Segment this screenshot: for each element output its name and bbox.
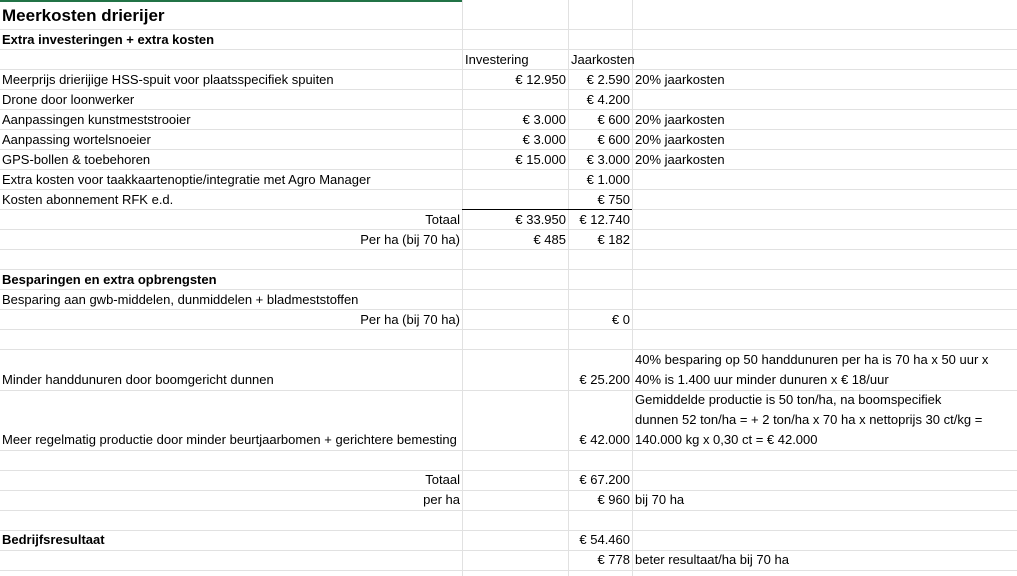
cost-row-investering[interactable]: € 12.950 — [515, 72, 566, 87]
cost-row-note[interactable]: 20% jaarkosten — [635, 112, 725, 127]
row-divider — [0, 510, 1017, 511]
cost-row-jaarkosten[interactable]: € 600 — [597, 112, 630, 127]
handdunuren-label[interactable]: Minder handdunuren door boomgericht dunnen — [2, 372, 274, 387]
handdunuren-note-line2[interactable]: 40% is 1.400 uur minder dunuren x € 18/uur — [635, 372, 889, 387]
cost-row-note[interactable]: 20% jaarkosten — [635, 152, 725, 167]
perha-label[interactable]: Per ha (bij 70 ha) — [360, 232, 460, 247]
sheet-title[interactable]: Meerkosten drierijer — [2, 6, 165, 25]
row-divider — [0, 470, 1017, 471]
cost-row-investering[interactable]: € 3.000 — [522, 112, 566, 127]
cost-row-investering[interactable] — [462, 90, 566, 110]
header-investering[interactable]: Investering — [465, 52, 529, 67]
totaal-jaarkosten[interactable]: € 12.740 — [579, 212, 630, 227]
totaal2-value[interactable]: € 67.200 — [579, 472, 630, 487]
productie-note-line3[interactable]: 140.000 kg x 0,30 ct = € 42.000 — [635, 432, 818, 447]
cost-row-jaarkosten[interactable]: € 750 — [597, 192, 630, 207]
productie-note-line1[interactable]: Gemiddelde productie is 50 ton/ha, na boomspecifiek — [635, 392, 942, 407]
gwb-label[interactable]: Besparing aan gwb-middelen, dunmiddelen + bladmeststoffen — [2, 292, 359, 307]
cost-row-label[interactable]: Meerprijs drierijige HSS-spuit voor plaatsspecifiek spuiten — [2, 72, 334, 87]
perha2-label[interactable]: per ha — [423, 492, 460, 507]
perha2-note[interactable]: bij 70 ha — [635, 492, 685, 507]
section-heading-costs[interactable]: Extra investeringen + extra kosten — [2, 32, 215, 47]
result-perha-value[interactable]: € 778 — [597, 552, 630, 567]
handdunuren-note-line1[interactable]: 40% besparing op 50 handdunuren per ha is 70 ha x 50 uur x — [635, 352, 989, 367]
active-cell-indicator — [0, 0, 462, 2]
cost-row-jaarkosten[interactable]: € 4.200 — [586, 92, 630, 107]
cost-row-investering[interactable] — [462, 170, 566, 190]
gwb-perha-value[interactable]: € 0 — [611, 312, 630, 327]
totaal-label[interactable]: Totaal — [425, 212, 460, 227]
cost-row-label[interactable]: Drone door loonwerker — [2, 92, 135, 107]
row-divider — [0, 550, 1017, 551]
cost-row-investering[interactable] — [462, 190, 566, 210]
row-divider — [0, 570, 1017, 571]
row-divider — [0, 490, 1017, 491]
handdunuren-value[interactable]: € 25.200 — [579, 372, 630, 387]
cost-row-label[interactable]: Aanpassing wortelsnoeier — [2, 132, 151, 147]
result-label[interactable]: Bedrijfsresultaat — [2, 532, 105, 547]
perha2-value[interactable]: € 960 — [597, 492, 630, 507]
cost-row-label[interactable]: Aanpassingen kunstmeststrooier — [2, 112, 191, 127]
row-divider — [0, 329, 1017, 330]
gwb-perha-label[interactable]: Per ha (bij 70 ha) — [360, 312, 460, 327]
cost-row-investering[interactable]: € 15.000 — [515, 152, 566, 167]
section-heading-savings[interactable]: Besparingen en extra opbrengsten — [2, 272, 217, 287]
productie-note-line2[interactable]: dunnen 52 ton/ha = + 2 ton/ha x 70 ha x nettoprijs 30 ct/kg = — [635, 412, 983, 427]
cost-row-label[interactable]: Extra kosten voor taakkaartenoptie/integratie met Agro Manager — [2, 172, 371, 187]
cost-row-label[interactable]: Kosten abonnement RFK e.d. — [2, 192, 174, 207]
totaal-investering[interactable]: € 33.950 — [515, 212, 566, 227]
result-perha-note[interactable]: beter resultaat/ha bij 70 ha — [635, 552, 789, 567]
totaal2-label[interactable]: Totaal — [425, 472, 460, 487]
cost-row-note[interactable]: 20% jaarkosten — [635, 132, 725, 147]
cost-row-label[interactable]: GPS-bollen & toebehoren — [2, 152, 151, 167]
row-divider — [0, 530, 1017, 531]
perha-investering[interactable]: € 485 — [533, 232, 566, 247]
cost-row-jaarkosten[interactable]: € 1.000 — [586, 172, 630, 187]
perha-jaarkosten[interactable]: € 182 — [597, 232, 630, 247]
header-jaarkosten[interactable]: Jaarkosten — [571, 52, 635, 67]
productie-label[interactable]: Meer regelmatig productie door minder beurtjaarbomen + gerichtere bemesting — [2, 432, 457, 447]
row-divider — [0, 450, 1017, 451]
cost-row-note[interactable]: 20% jaarkosten — [635, 72, 725, 87]
cost-row-jaarkosten[interactable]: € 600 — [597, 132, 630, 147]
productie-value[interactable]: € 42.000 — [579, 432, 630, 447]
result-value[interactable]: € 54.460 — [579, 532, 630, 547]
cost-row-jaarkosten[interactable]: € 3.000 — [586, 152, 630, 167]
cost-row-jaarkosten[interactable]: € 2.590 — [586, 72, 630, 87]
cost-row-investering[interactable]: € 3.000 — [522, 132, 566, 147]
